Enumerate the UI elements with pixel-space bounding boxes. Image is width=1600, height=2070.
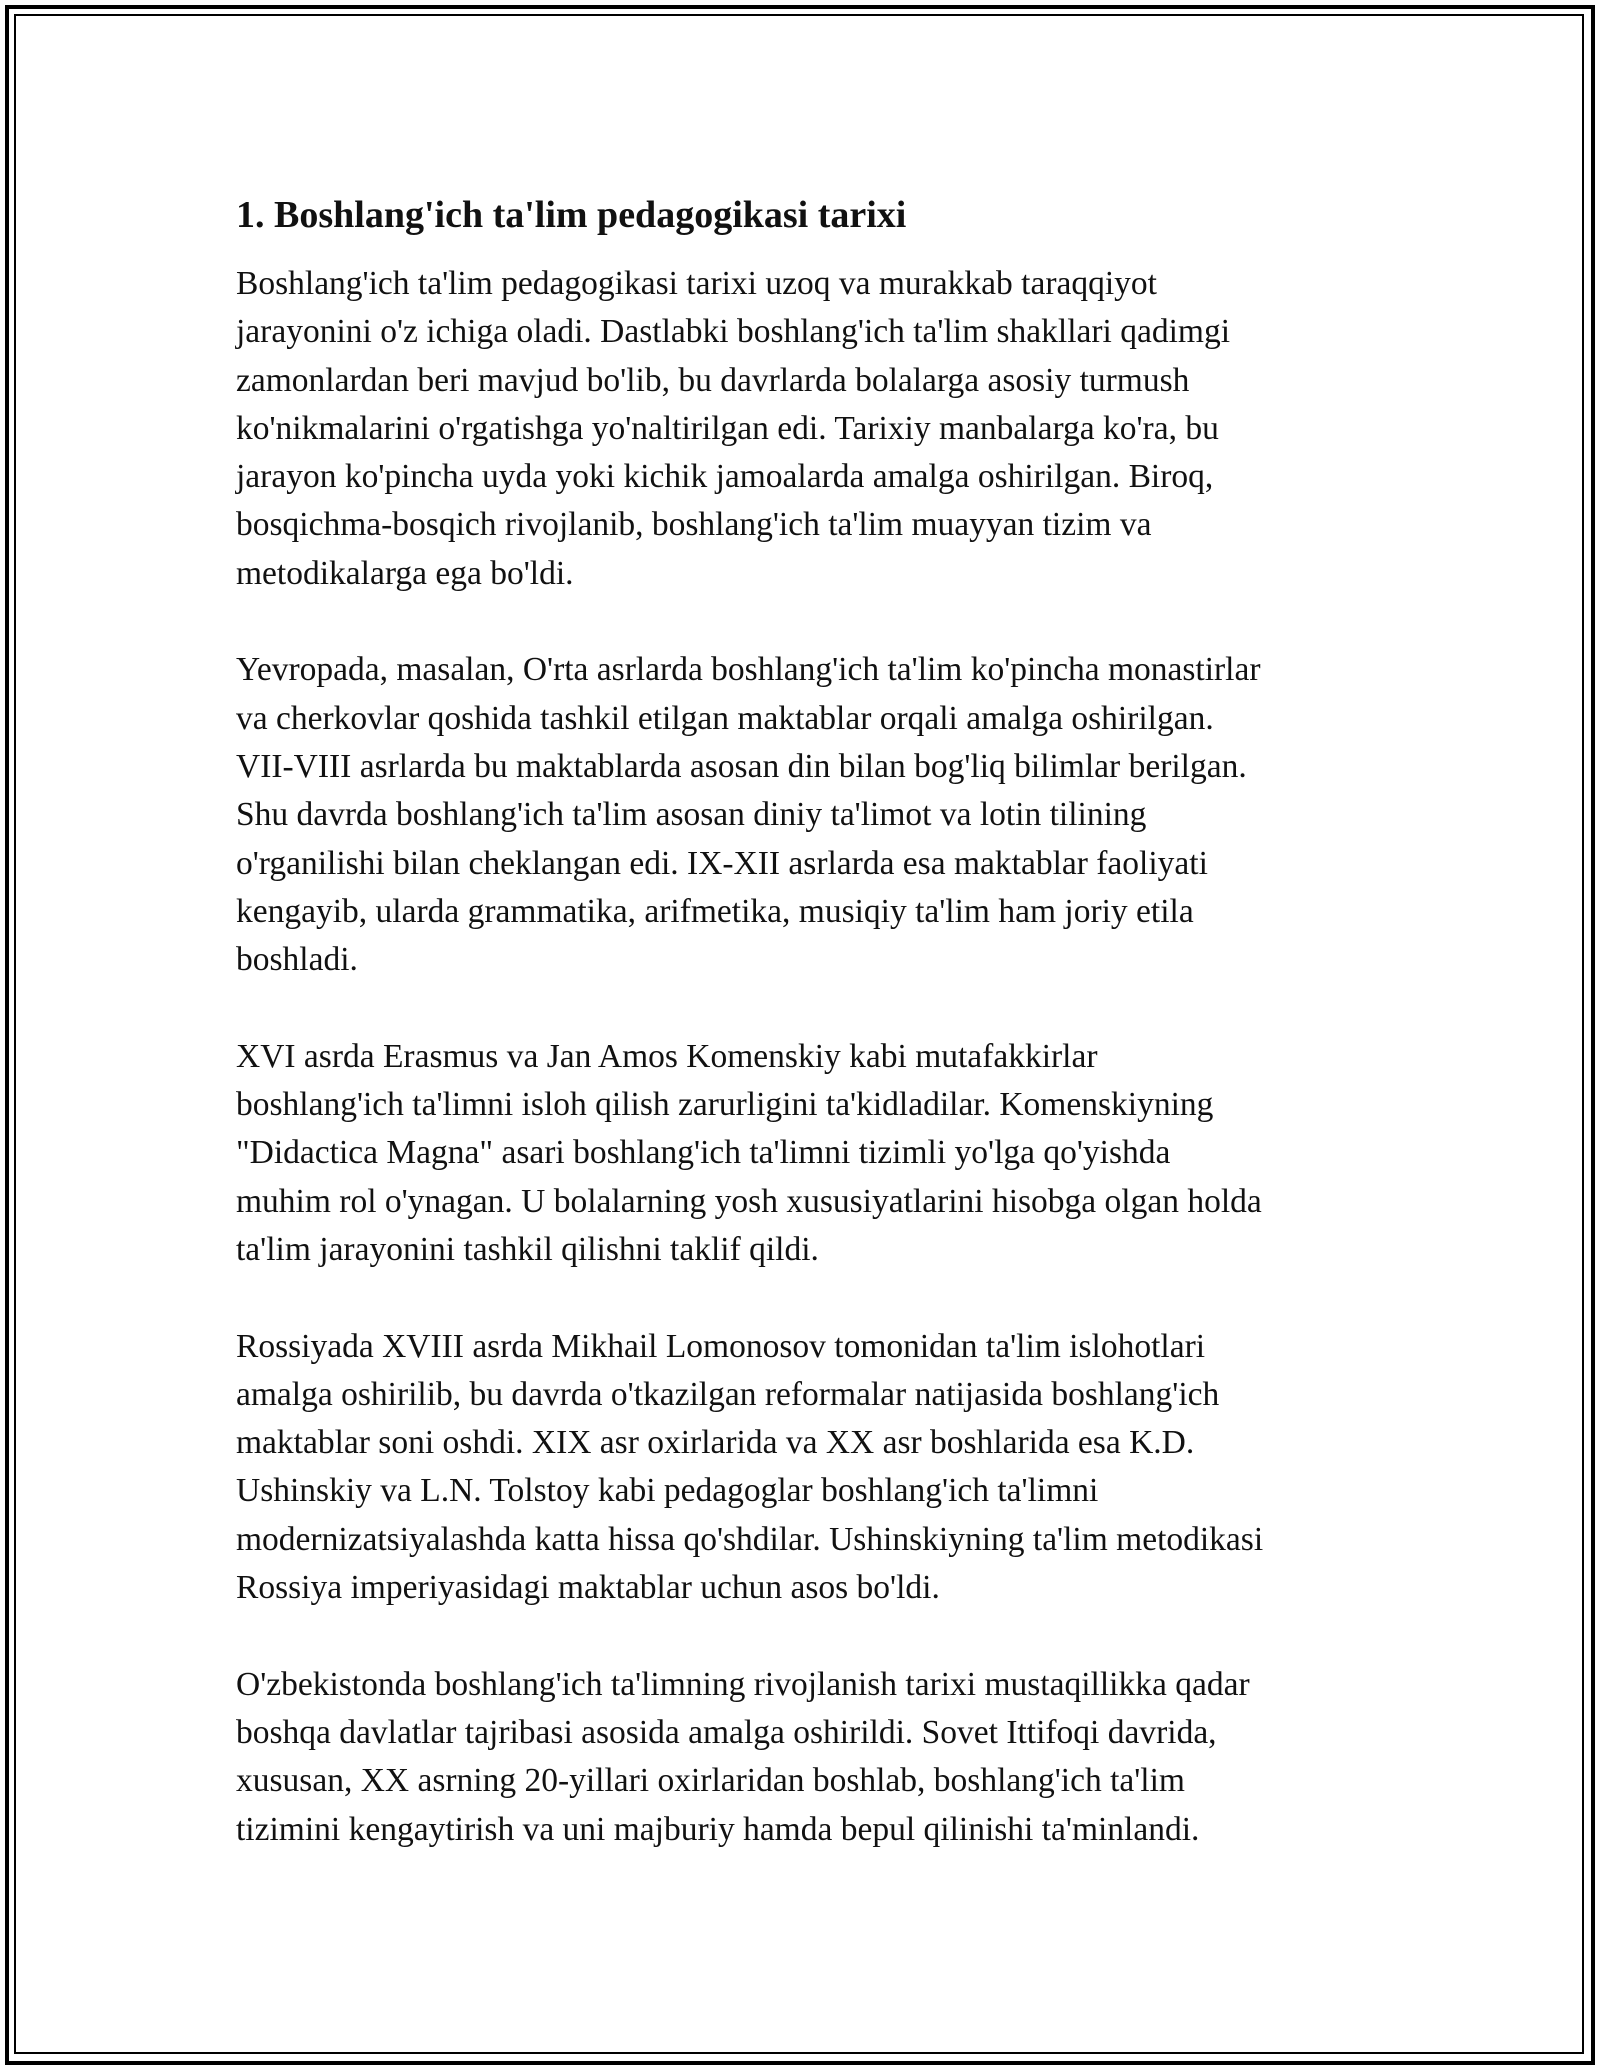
paragraph-line: jarayonini o'z ichiga oladi. Dastlabki boshlang'ich ta'lim shakllari qadimgi <box>236 313 1231 351</box>
paragraph-line: modernizatsiyalashda katta hissa qo'shdilar. Ushinskiyning ta'lim metodikasi <box>236 1520 1264 1558</box>
paragraph-line: Boshlang'ich ta'lim pedagogikasi tarixi uzoq va murakkab taraqqiyot <box>236 265 1157 302</box>
paragraph-line: amalga oshirilib, bu davrda o'tkazilgan reformalar natijasida boshlang'ich <box>236 1375 1220 1413</box>
paragraph-line: muhim rol o'ynagan. U bolalarning yosh xususiyatlarini hisobga olgan holda <box>236 1182 1262 1220</box>
paragraph-line: VII-VIII asrlarda bu maktablarda asosan din bilan bog'liq bilimlar berilgan. <box>236 747 1247 785</box>
paragraph-line: kengayib, ularda grammatika, arifmetika, musiqiy ta'lim ham joriy etila <box>236 892 1194 930</box>
body-paragraph <box>236 260 1376 598</box>
paragraph-line: va cherkovlar qoshida tashkil etilgan maktablar orqali amalga oshirilgan. <box>236 699 1214 737</box>
paragraph-line: Rossiya imperiyasidagi maktablar uchun asos bo'ldi. <box>236 1569 940 1607</box>
paragraph-line: Shu davrda boshlang'ich ta'lim asosan diniy ta'limot va lotin tilining <box>236 796 1147 834</box>
paragraph-line: jarayon ko'pincha uyda yoki kichik jamoalarda amalga oshirilgan. Biroq, <box>236 458 1214 496</box>
paragraph-line: "Didactica Magna" asari boshlang'ich ta'limni tizimli yo'lga qo'yishda <box>236 1134 1171 1172</box>
paragraph-line: tizimini kengaytirish va uni majburiy hamda bepul qilinishi ta'minlandi. <box>236 1810 1200 1848</box>
document-body <box>236 183 1376 1902</box>
paragraph-list <box>236 260 1376 1854</box>
paragraph-line: boshlang'ich ta'limni isloh qilish zarurligini ta'kidladilar. Komenskiyning <box>236 1086 1214 1124</box>
paragraph-line: XVI asrda Erasmus va Jan Amos Komenskiy kabi mutafakkirlar <box>236 1037 1098 1075</box>
body-paragraph <box>236 1033 1376 1274</box>
paragraph-line: Rossiyada XVIII asrda Mikhail Lomonosov tomonidan ta'lim islohotlari <box>236 1327 1206 1365</box>
paragraph-line: bosqichma-bosqich rivojlanib, boshlang'ich ta'lim muayyan tizim va <box>236 506 1152 544</box>
paragraph-line: boshladi. <box>236 941 358 979</box>
paragraph-line: metodikalarga ega bo'ldi. <box>236 554 574 592</box>
paragraph-line: maktablar soni oshdi. XIX asr oxirlarida va XX asr boshlarida esa K.D. <box>236 1424 1195 1462</box>
section-heading: 1. Boshlang'ich ta'lim pedagogikasi tarixi <box>236 194 907 236</box>
paragraph-line: boshqa davlatlar tajribasi asosida amalga oshirildi. Sovet Ittifoqi davrida, <box>236 1713 1217 1751</box>
paragraph-line: ko'nikmalarini o'rgatishga yo'naltirilgan edi. Tarixiy manbalarga ko'ra, bu <box>236 409 1219 447</box>
paragraph-line: xususan, XX asrning 20-yillari oxirlaridan boshlab, boshlang'ich ta'lim <box>236 1762 1185 1800</box>
paragraph-line: Yevropada, masalan, O'rta asrlarda boshlang'ich ta'lim ko'pincha monastirlar <box>236 651 1261 689</box>
body-paragraph <box>236 1661 1376 1854</box>
paragraph-line: ta'lim jarayonini tashkil qilishni taklif qildi. <box>236 1230 819 1268</box>
paragraph-line: Ushinskiy va L.N. Tolstoy kabi pedagoglar boshlang'ich ta'limni <box>236 1472 1099 1510</box>
paragraph-line: o'rganilishi bilan cheklangan edi. IX-XII asrlarda esa maktablar faoliyati <box>236 844 1208 882</box>
paragraph-line: zamonlardan beri mavjud bo'lib, bu davrlarda bolalarga asosiy turmush <box>236 361 1190 399</box>
body-paragraph <box>236 646 1376 984</box>
body-paragraph <box>236 1323 1376 1613</box>
paragraph-line: O'zbekistonda boshlang'ich ta'limning rivojlanish tarixi mustaqillikka qadar <box>236 1665 1250 1703</box>
